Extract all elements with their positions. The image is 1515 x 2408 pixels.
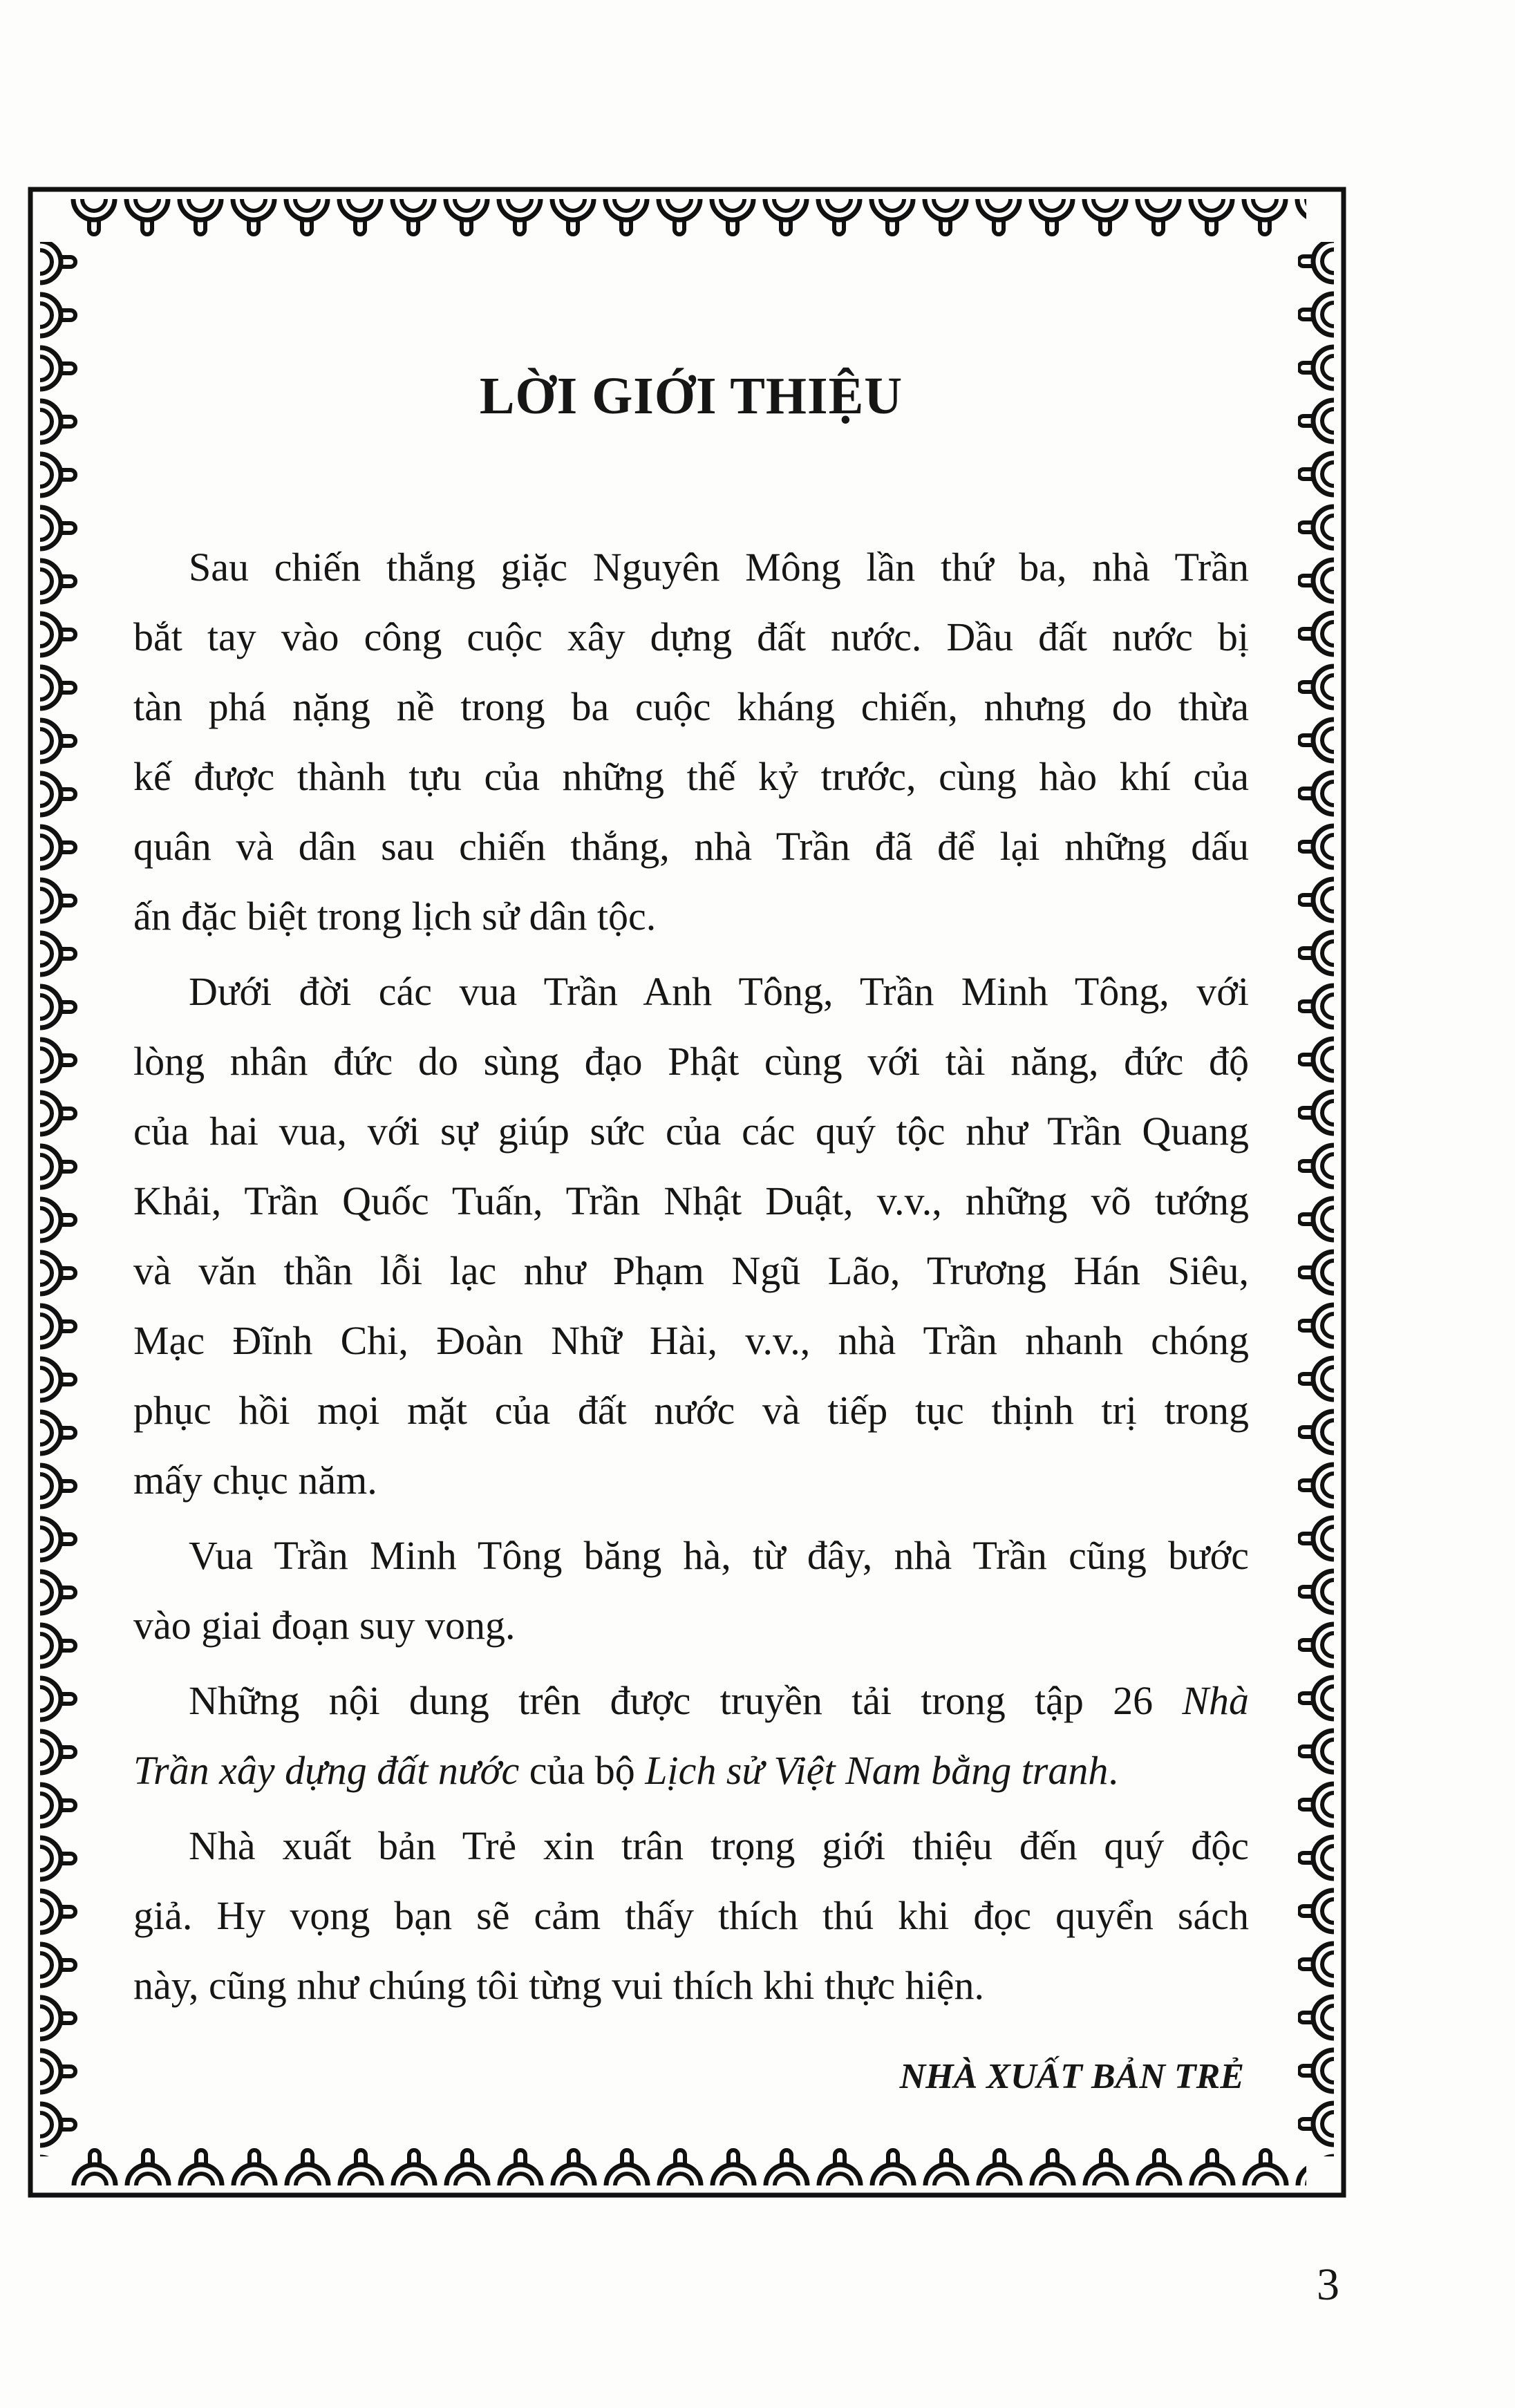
italic-text: Trần xây dựng đất nước — [133, 1748, 520, 1793]
page-title: LỜI GIỚI THIỆU — [479, 367, 903, 425]
text-segment: của bộ — [519, 1748, 646, 1793]
text-line — [133, 811, 1249, 881]
paragraph — [133, 957, 1249, 1515]
border-bottom-ornament — [69, 2145, 1306, 2191]
text-line — [133, 1590, 1249, 1660]
text-segment: tàn phá nặng nề trong ba cuộc kháng chiến, nhưng do thừa — [133, 684, 1249, 729]
text-line — [133, 1666, 1249, 1736]
text-line — [133, 881, 1249, 951]
text-line — [133, 1521, 1249, 1590]
text-segment: Nhà xuất bản Trẻ xin trân trọng giới thiệu đến quý độc — [189, 1823, 1249, 1868]
text-line — [133, 1026, 1249, 1096]
text-segment: phục hồi mọi mặt của đất nước và tiếp tục thịnh trị trong — [133, 1388, 1249, 1433]
text-line — [133, 1736, 1249, 1805]
text-segment: Khải, Trần Quốc Tuấn, Trần Nhật Duật, v.v., những võ tướng — [133, 1178, 1249, 1223]
text-line — [133, 957, 1249, 1026]
text-segment: này, cũng như chúng tôi từng vui thích khi thực hiện. — [133, 1963, 985, 2008]
text-segment: Mạc Đĩnh Chi, Đoàn Nhữ Hài, v.v., nhà Trần nhanh chóng — [133, 1318, 1249, 1363]
text-line — [133, 1096, 1249, 1166]
border-top-ornament — [69, 194, 1306, 239]
text-segment: kế được thành tựu của những thế kỷ trước, cùng hào khí của — [133, 754, 1249, 799]
border-left-ornament — [35, 242, 77, 2156]
text-segment: Sau chiến thắng giặc Nguyên Mông lần thứ ba, nhà Trần — [189, 545, 1249, 590]
italic-text: Nhà — [1182, 1678, 1249, 1723]
paragraph — [133, 1521, 1249, 1660]
page-number: 3 — [1317, 2259, 1339, 2310]
text-segment: giả. Hy vọng bạn sẽ cảm thấy thích thú khi đọc quyển sách — [133, 1893, 1249, 1938]
publisher-signature: NHÀ XUẤT BẢN TRẺ — [899, 2057, 1244, 2096]
text-segment: vào giai đoạn suy vong. — [133, 1603, 516, 1648]
text-line — [133, 1445, 1249, 1515]
text-line — [133, 1950, 1249, 2020]
text-line — [133, 602, 1249, 672]
text-segment: lòng nhân đức do sùng đạo Phật cùng với tài năng, đức độ — [133, 1039, 1249, 1084]
text-segment: bắt tay vào công cuộc xây dựng đất nước. Dầu đất nước bị — [133, 614, 1249, 659]
text-line — [133, 672, 1249, 742]
introduction-body — [133, 532, 1249, 2026]
border-right-ornament — [1298, 242, 1341, 2156]
text-segment: quân và dân sau chiến thắng, nhà Trần đã để lại những dấu — [133, 824, 1249, 869]
text-line — [133, 1306, 1249, 1375]
text-segment: và văn thần lỗi lạc như Phạm Ngũ Lão, Trương Hán Siêu, — [133, 1248, 1249, 1293]
text-line — [133, 742, 1249, 811]
italic-text: Lịch sử Việt Nam bằng tranh — [645, 1748, 1109, 1793]
text-line — [133, 1166, 1249, 1236]
text-segment: Những nội dung trên được truyền tải trong tập 26 — [189, 1678, 1183, 1723]
text-segment: của hai vua, với sự giúp sức của các quý tộc như Trần Quang — [133, 1109, 1249, 1154]
text-line — [133, 1811, 1249, 1881]
text-line — [133, 1375, 1249, 1445]
text-segment: Dưới đời các vua Trần Anh Tông, Trần Minh Tông, với — [189, 969, 1249, 1014]
paragraph — [133, 532, 1249, 951]
text-segment: mấy chục năm. — [133, 1458, 377, 1503]
text-line — [133, 532, 1249, 602]
paragraph — [133, 1811, 1249, 2020]
text-line — [133, 1236, 1249, 1306]
text-segment: Vua Trần Minh Tông băng hà, từ đây, nhà Trần cũng bước — [189, 1533, 1249, 1578]
paragraph — [133, 1666, 1249, 1805]
text-segment: . — [1108, 1748, 1118, 1793]
text-segment: ấn đặc biệt trong lịch sử dân tộc. — [133, 894, 657, 939]
text-line — [133, 1881, 1249, 1950]
